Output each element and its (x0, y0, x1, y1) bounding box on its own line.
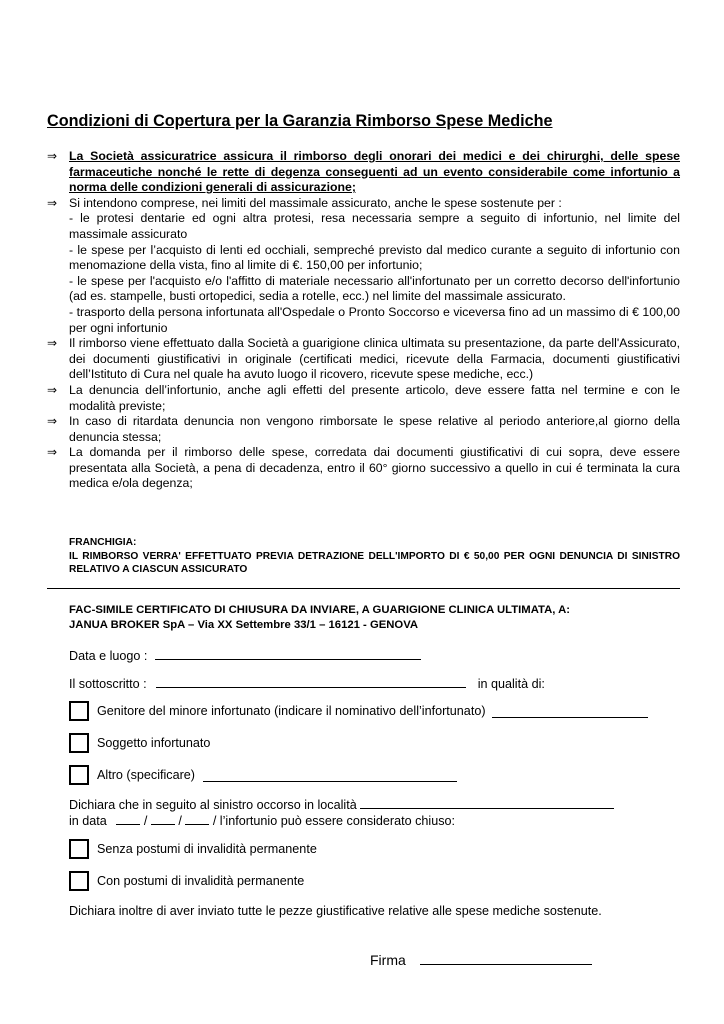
with-disability-checkbox[interactable] (69, 871, 89, 891)
arrow-right-icon: ⇒ (47, 195, 58, 210)
date-place-field[interactable] (155, 647, 421, 660)
option-injured-label: Soggetto infortunato (97, 736, 211, 750)
option-other-row (69, 765, 457, 785)
list-item (47, 414, 680, 445)
included-expenses-intro: Si intendono comprese, nei limiti del massimale assicurato, anche le spese sostenute per : (69, 195, 562, 210)
capacity-label: in qualità di: (477, 677, 545, 691)
locality-field[interactable] (360, 796, 614, 809)
option-injured-row (69, 733, 210, 753)
injured-name-field[interactable] (492, 705, 648, 718)
certificate-heading-line1: FAC-SIMILE CERTIFICATO DI CHIUSURA DA INVIARE, A GUARIGIONE CLINICA ULTIMATA, A: (69, 604, 571, 616)
injured-checkbox[interactable] (69, 733, 89, 753)
declares-sent-text: Dichiara inoltre di aver inviato tutte le pezze giustificative relative alle spese mediche sostenute. (69, 904, 602, 918)
undersigned-field[interactable] (156, 675, 466, 688)
date-place-label: Data e luogo : (69, 649, 148, 663)
page-title: Condizioni di Copertura per la Garanzia Rimborso Spese Mediche (47, 112, 553, 130)
date-separator: / (143, 814, 148, 828)
option-no-disability-label: Senza postumi di invalidità permanente (97, 842, 317, 856)
option-other-label: Altro (specificare) (97, 768, 195, 782)
arrow-right-icon: ⇒ (47, 445, 58, 460)
no-disability-checkbox[interactable] (69, 839, 89, 859)
date-year-field[interactable] (185, 812, 209, 825)
arrow-right-icon: ⇒ (47, 414, 58, 429)
option-with-disability-label: Con postumi di invalidità permanente (97, 874, 305, 888)
date-place-row (69, 647, 421, 663)
included-expense-prosthesis: - le protesi dentarie ed ogni altra protesi, resa necessaria sempre a seguito di infortunio, nel limite del massimale assicurato (69, 211, 680, 241)
reimbursement-text: Il rimborso viene effettuato dalla Società a guarigione clinica ultimata su presentazione, da parte dell'Assicurato, dei documenti giustificativi in originale (certificati medici, ricevute della Farmacia, documenti giustificativi dell’Istituto di Cura nel quale ha avuto luogo il ricovero, ricevute spese mediche, ecc.) (69, 336, 680, 382)
list-item (47, 336, 680, 383)
date-label: in data (69, 814, 107, 828)
signature-row (370, 951, 592, 968)
declares-sent-row (69, 904, 602, 918)
option-with-disability-row (69, 871, 304, 891)
claim-notice-text: La denuncia dell’infortunio, anche agli effetti del presente articolo, deve essere fatta nel termine e con le modalità previste; (69, 382, 680, 413)
option-parent-row (69, 701, 648, 721)
other-specify-field[interactable] (203, 769, 457, 782)
late-claim-text: In caso di ritardata denuncia non vengono rimborsate le spese relative al periodo anteriore,al giorno della denuncia stessa; (69, 414, 680, 444)
certificate-heading-line2: JANUA BROKER SpA – Via XX Settembre 33/1 – 16121 - GENOVA (69, 619, 419, 631)
deductible-section (69, 536, 680, 577)
option-parent-label: Genitore del minore infortunato (indicare il nominativo dell’infortunato) (97, 704, 486, 718)
coverage-statement: La Società assicuratrice assicura il rimborso degli onorari dei medici e dei chirurghi, delle spese farmaceutiche nonché le rette di degenza conseguenti ad un evento considerabile come infortunio a norma delle condizioni generali di assicurazione; (69, 149, 680, 195)
parent-checkbox[interactable] (69, 701, 89, 721)
date-month-field[interactable] (151, 812, 175, 825)
included-expense-glasses: - le spese per l’acquisto di lenti ed occhiali, sempreché previsto dal medico curante a seguito di infortunio con menomazione della vista, fino al limite di €. 150,00 per infortunio; (69, 242, 680, 273)
date-separator: / (178, 814, 182, 828)
list-item (47, 196, 680, 336)
undersigned-label: Il sottoscritto : (69, 677, 147, 691)
closed-text: / l’infortunio può essere considerato chiuso: (212, 814, 456, 828)
declares-row (69, 796, 614, 812)
signature-label: Firma (370, 952, 406, 968)
included-expense-transport: - trasporto della persona infortunata all'Ospedale o Pronto Soccorso e viceversa fino ad un massimo di € 100,00 per ogni infortunio (69, 304, 680, 335)
certificate-heading (69, 603, 680, 633)
request-deadline-text: La domanda per il rimborso delle spese, corredata dai documenti giustificativi di cui sopra, deve essere presentata alla Società, a pena di decadenza, entro il 60° giorno successivo a quello in cui é terminata la cura medica e/ola degenza; (69, 445, 680, 491)
section-divider (47, 588, 680, 589)
deductible-text: IL RIMBORSO VERRA' EFFETTUATO PREVIA DETRAZIONE DELL'IMPORTO DI € 50,00 PER OGNI DENUNCIA DI SINISTRO RELATIVO A CIASCUN ASSICURATO (69, 550, 680, 576)
list-item (47, 383, 680, 414)
other-checkbox[interactable] (69, 765, 89, 785)
signature-field[interactable] (420, 951, 592, 965)
list-item (47, 149, 680, 196)
list-item (47, 445, 680, 492)
arrow-right-icon: ⇒ (47, 336, 58, 351)
deductible-label: FRANCHIGIA: (69, 537, 137, 548)
conditions-list (47, 149, 680, 492)
declares-label: Dichiara che in seguito al sinistro occorso in località (69, 798, 357, 812)
date-day-field[interactable] (116, 812, 140, 825)
arrow-right-icon: ⇒ (47, 149, 58, 163)
option-no-disability-row (69, 839, 317, 859)
undersigned-row (69, 675, 545, 691)
included-expense-equipment: - le spese per l'acquisto e/o l'affitto di materiale necessario all'infortunato per un corretto decorso dell'infortunio (ad es. stampelle, busti ortopedici, sedia a rotelle, ecc.) nel limite del massimale assicurato. (69, 273, 680, 304)
date-row (69, 812, 455, 828)
arrow-right-icon: ⇒ (47, 382, 58, 397)
